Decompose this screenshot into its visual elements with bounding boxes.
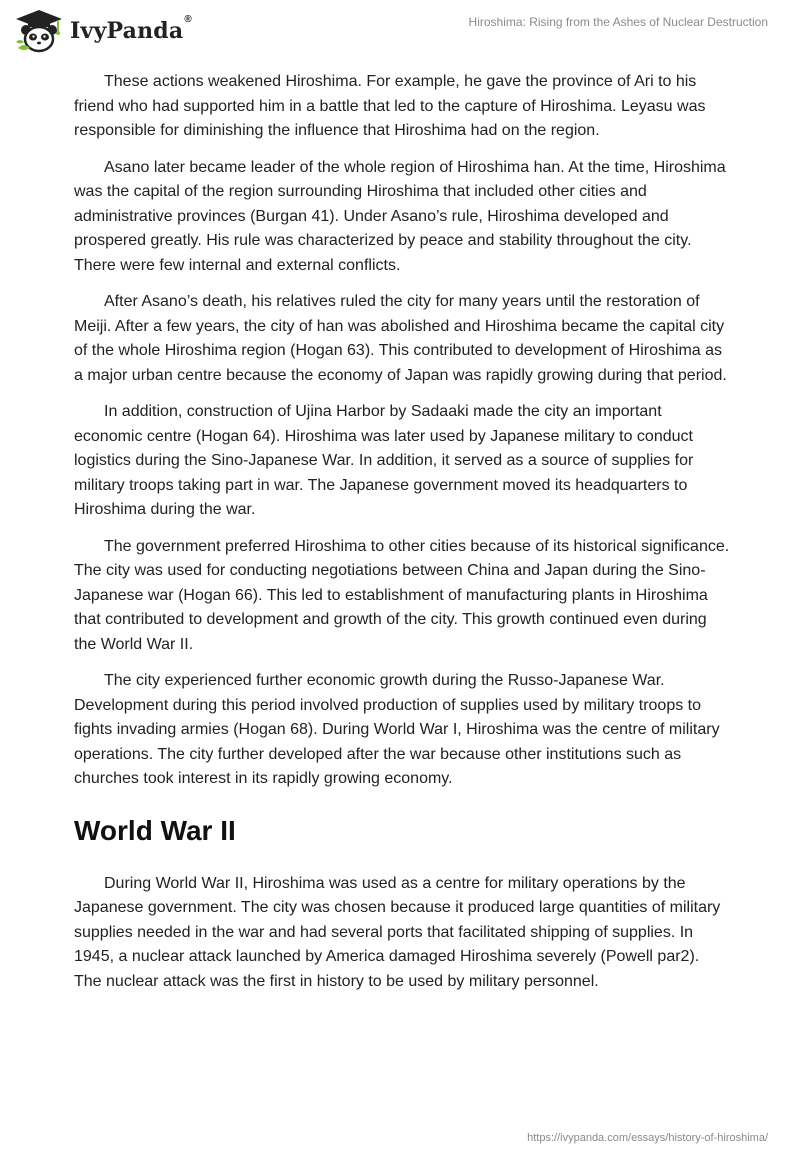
section-heading: World War II (74, 814, 236, 846)
paragraph: In addition, construction of Ujina Harbor by Sadaaki made the city an important economic centre (Hogan 64). Hiroshima was later used by Japanese military to conduct logistics during the Sino-Japanese War. In addition, it served as a source of supplies for military troops taking part in war. The Japanese government moved its headquarters to Hiroshima during the war. (74, 403, 694, 518)
panda-graduate-icon (14, 8, 64, 54)
paragraph: Asano later became leader of the whole region of Hiroshima han. At the time, Hiroshima was the capital of the region surrounding Hiroshima that included other cities and administrative provinces (Burgan 41). Under Asano’s rule, Hiroshima developed and prospered greatly. His rule was characterized by peace and stability throughout the city. There were few internal and external conflicts. (74, 158, 726, 274)
logo-wordmark: IvyPanda® (70, 14, 192, 44)
page-header (0, 0, 800, 64)
paragraph: The government preferred Hiroshima to other cities because of its historical significance. The city was used for conducting negotiations between China and Japan during the Sino-Japanese war (Hogan 66). This led to establishment of manufacturing plants in Hiroshima that contributed to development and growth of the city. This growth continued even during the World War II. (74, 537, 730, 653)
document-title: Hiroshima: Rising from the Ashes of Nuclear Destruction (468, 15, 768, 29)
essay-body (74, 70, 730, 1006)
paragraph: After Asano’s death, his relatives ruled the city for many years until the restoration of Meiji. After a few years, the city of han was abolished and Hiroshima became the capital city of the whole Hiroshima region (Hogan 63). This contributed to development of Hiroshima as a major urban centre because the economy of Japan was rapidly growing during that period. (74, 293, 727, 384)
paragraph: The city experienced further economic growth during the Russo-Japanese War. Development during this period involved production of supplies used by military troops to fights invading armies (Hogan 68). During World War I, Hiroshima was the centre of military operations. The city further developed after the war because other institutions such as churches took interest in its rapidly growing economy. (74, 672, 720, 787)
source-url[interactable]: https://ivypanda.com/essays/history-of-hiroshima/ (527, 1132, 768, 1144)
paragraph: During World War II, Hiroshima was used as a centre for military operations by the Japanese government. The city was chosen because it produced large quantities of military supplies needed in the war and had several ports that facilitated shipping of supplies. In 1945, a nuclear attack launched by America damaged Hiroshima severely (Powell par2). The nuclear attack was the first in history to be used by military personnel. (74, 874, 721, 990)
paragraph: These actions weakened Hiroshima. For example, he gave the province of Ari to his friend who had supported him in a battle that led to the capture of Hiroshima. Leyasu was responsible for diminishing the influence that Hiroshima had on the region. (74, 73, 706, 139)
ivypanda-logo[interactable] (14, 8, 192, 54)
